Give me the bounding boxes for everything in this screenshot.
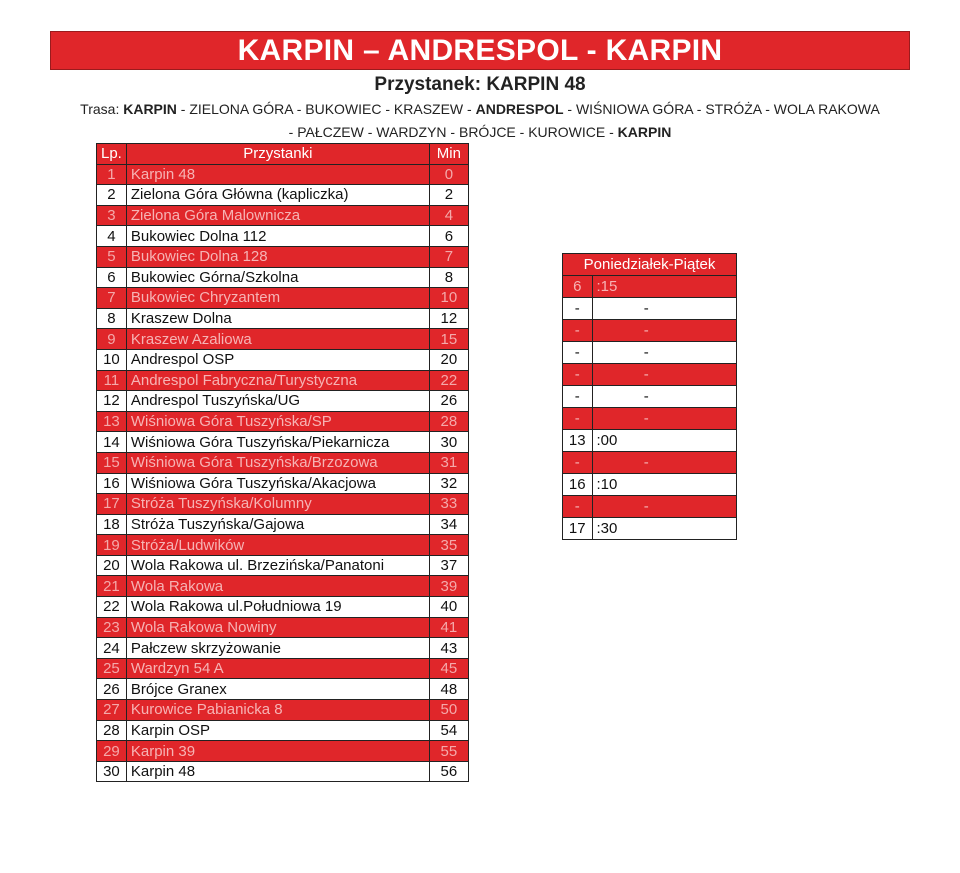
stop-number: 10: [97, 349, 127, 370]
departure-hour: -: [563, 408, 593, 430]
table-row: [97, 473, 469, 494]
route-description: [80, 98, 880, 144]
route-label: Trasa:: [80, 101, 120, 117]
departure-minute: -: [592, 408, 736, 430]
departure-minute: -: [592, 364, 736, 386]
stop-number: 16: [97, 473, 127, 494]
stop-number: 15: [97, 452, 127, 473]
stop-name-cell: Kurowice Pabianicka 8: [126, 700, 429, 721]
table-row: [97, 638, 469, 659]
stop-minutes: 12: [429, 308, 468, 329]
stop-minutes: 45: [429, 658, 468, 679]
table-row: [97, 679, 469, 700]
stop-name-cell: Karpin 48: [126, 164, 429, 185]
departure-hour: -: [563, 364, 593, 386]
stop-name-cell: Bukowiec Dolna 112: [126, 226, 429, 247]
table-row: [97, 514, 469, 535]
stop-minutes: 37: [429, 555, 468, 576]
departure-hour: -: [563, 496, 593, 518]
table-row: [97, 349, 469, 370]
stop-name-cell: Wiśniowa Góra Tuszyńska/Piekarnicza: [126, 432, 429, 453]
schedule-header-row: [563, 254, 737, 276]
departure-minute: :10: [592, 474, 736, 496]
departure-hour: 17: [563, 518, 593, 540]
stop-name-cell: Andrespol Tuszyńska/UG: [126, 391, 429, 412]
table-row: [97, 658, 469, 679]
departure-hour: -: [563, 342, 593, 364]
stop-minutes: 6: [429, 226, 468, 247]
schedule-header: Poniedziałek-Piątek: [563, 254, 737, 276]
table-row: [97, 555, 469, 576]
route-segment: KARPIN: [123, 101, 177, 117]
stop-number: 25: [97, 658, 127, 679]
schedule-row: [563, 430, 737, 452]
departure-minute: -: [592, 496, 736, 518]
stop-name-cell: Wiśniowa Góra Tuszyńska/Akacjowa: [126, 473, 429, 494]
schedule-table: [562, 253, 737, 540]
stop-name-cell: Wola Rakowa Nowiny: [126, 617, 429, 638]
stop-name-cell: Stróża Tuszyńska/Kolumny: [126, 494, 429, 515]
stop-minutes: 56: [429, 761, 468, 782]
stop-number: 14: [97, 432, 127, 453]
schedule-row: [563, 364, 737, 386]
stop-number: 22: [97, 597, 127, 618]
stop-minutes: 34: [429, 514, 468, 535]
departure-hour: 13: [563, 430, 593, 452]
table-row: [97, 452, 469, 473]
stop-number: 5: [97, 246, 127, 267]
stop-number: 9: [97, 329, 127, 350]
stop-name-cell: Kraszew Dolna: [126, 308, 429, 329]
stop-name-cell: Karpin 39: [126, 741, 429, 762]
stop-number: 26: [97, 679, 127, 700]
stop-name-cell: Bukowiec Chryzantem: [126, 288, 429, 309]
departure-minute: :30: [592, 518, 736, 540]
stop-number: 17: [97, 494, 127, 515]
stop-minutes: 43: [429, 638, 468, 659]
departure-hour: 16: [563, 474, 593, 496]
header-stops: Przystanki: [126, 144, 429, 165]
schedule-row: [563, 452, 737, 474]
stop-minutes: 0: [429, 164, 468, 185]
departure-minute: :15: [592, 276, 736, 298]
stop-name-cell: Zielona Góra Malownicza: [126, 205, 429, 226]
route-segment: - PAŁCZEW - WARDZYN - BRÓJCE - KUROWICE -: [288, 124, 618, 140]
stop-minutes: 8: [429, 267, 468, 288]
stop-minutes: 39: [429, 576, 468, 597]
table-row: [97, 308, 469, 329]
table-row: [97, 267, 469, 288]
stop-number: 23: [97, 617, 127, 638]
departure-minute: -: [592, 320, 736, 342]
stop-minutes: 20: [429, 349, 468, 370]
stop-number: 4: [97, 226, 127, 247]
stop-name-cell: Brójce Granex: [126, 679, 429, 700]
stop-name-cell: Stróża/Ludwików: [126, 535, 429, 556]
stop-number: 28: [97, 720, 127, 741]
stop-number: 27: [97, 700, 127, 721]
stop-minutes: 7: [429, 246, 468, 267]
stop-name-cell: Karpin OSP: [126, 720, 429, 741]
route-segment: ANDRESPOL: [475, 101, 564, 117]
stop-number: 1: [97, 164, 127, 185]
departure-hour: -: [563, 320, 593, 342]
stop-minutes: 40: [429, 597, 468, 618]
table-row: [97, 432, 469, 453]
stop-number: 18: [97, 514, 127, 535]
stop-name-cell: Bukowiec Dolna 128: [126, 246, 429, 267]
stop-number: 19: [97, 535, 127, 556]
table-row: [97, 411, 469, 432]
stop-minutes: 41: [429, 617, 468, 638]
stop-number: 13: [97, 411, 127, 432]
stop-minutes: 55: [429, 741, 468, 762]
stop-minutes: 26: [429, 391, 468, 412]
stop-number: 11: [97, 370, 127, 391]
table-row: [97, 494, 469, 515]
stop-name-cell: Kraszew Azaliowa: [126, 329, 429, 350]
departure-minute: :00: [592, 430, 736, 452]
stop-number: 29: [97, 741, 127, 762]
schedule-row: [563, 474, 737, 496]
stop-name-cell: Wola Rakowa ul.Południowa 19: [126, 597, 429, 618]
stop-name-cell: Wardzyn 54 A: [126, 658, 429, 679]
stop-number: 21: [97, 576, 127, 597]
table-row: [97, 246, 469, 267]
route-line-1: [80, 98, 880, 121]
stop-number: 6: [97, 267, 127, 288]
table-row: [97, 185, 469, 206]
schedule-row: [563, 496, 737, 518]
route-line-1-text: [123, 101, 880, 117]
table-row: [97, 205, 469, 226]
table-row: [97, 391, 469, 412]
table-row: [97, 720, 469, 741]
table-row: [97, 617, 469, 638]
stop-minutes: 33: [429, 494, 468, 515]
schedule-row: [563, 276, 737, 298]
stop-name-cell: Wola Rakowa: [126, 576, 429, 597]
stop-number: 2: [97, 185, 127, 206]
departure-hour: 6: [563, 276, 593, 298]
stop-minutes: 32: [429, 473, 468, 494]
stop-minutes: 15: [429, 329, 468, 350]
departure-hour: -: [563, 298, 593, 320]
table-row: [97, 370, 469, 391]
table-row: [97, 288, 469, 309]
schedule-row: [563, 386, 737, 408]
stop-minutes: 48: [429, 679, 468, 700]
route-line-2: [80, 121, 880, 144]
stop-name-cell: Andrespol OSP: [126, 349, 429, 370]
departure-minute: -: [592, 386, 736, 408]
table-row: [97, 761, 469, 782]
stops-table: [96, 143, 469, 782]
stop-name-cell: Karpin 48: [126, 761, 429, 782]
table-row: [97, 741, 469, 762]
table-row: [97, 576, 469, 597]
table-row: [97, 535, 469, 556]
stops-table-header: [97, 144, 469, 165]
stop-name-cell: Stróża Tuszyńska/Gajowa: [126, 514, 429, 535]
stop-number: 3: [97, 205, 127, 226]
stop-minutes: 4: [429, 205, 468, 226]
schedule-row: [563, 408, 737, 430]
stop-minutes: 35: [429, 535, 468, 556]
table-row: [97, 329, 469, 350]
stop-minutes: 30: [429, 432, 468, 453]
stop-name-cell: Zielona Góra Główna (kapliczka): [126, 185, 429, 206]
stop-minutes: 31: [429, 452, 468, 473]
departure-minute: -: [592, 298, 736, 320]
stop-number: 24: [97, 638, 127, 659]
table-row: [97, 226, 469, 247]
departure-hour: -: [563, 452, 593, 474]
route-segment: KARPIN: [617, 124, 672, 140]
table-row: [97, 164, 469, 185]
schedule-row: [563, 320, 737, 342]
stop-minutes: 50: [429, 700, 468, 721]
stop-name-cell: Wiśniowa Góra Tuszyńska/Brzozowa: [126, 452, 429, 473]
stop-number: 30: [97, 761, 127, 782]
stop-number: 7: [97, 288, 127, 309]
schedule-row: [563, 342, 737, 364]
stop-name-cell: Wiśniowa Góra Tuszyńska/SP: [126, 411, 429, 432]
page-title: KARPIN – ANDRESPOL - KARPIN: [50, 31, 910, 70]
stop-minutes: 54: [429, 720, 468, 741]
stop-minutes: 22: [429, 370, 468, 391]
stop-name-cell: Pałczew skrzyżowanie: [126, 638, 429, 659]
table-row: [97, 700, 469, 721]
stop-minutes: 2: [429, 185, 468, 206]
header-lp: Lp.: [97, 144, 127, 165]
stop-number: 12: [97, 391, 127, 412]
stop-name-cell: Andrespol Fabryczna/Turystyczna: [126, 370, 429, 391]
stop-minutes: 28: [429, 411, 468, 432]
stop-minutes: 10: [429, 288, 468, 309]
schedule-row: [563, 298, 737, 320]
stop-name-cell: Bukowiec Górna/Szkolna: [126, 267, 429, 288]
stop-name-cell: Wola Rakowa ul. Brzezińska/Panatoni: [126, 555, 429, 576]
route-segment: - ZIELONA GÓRA - BUKOWIEC - KRASZEW -: [176, 101, 476, 117]
stop-name: Przystanek: KARPIN 48: [374, 74, 586, 95]
departure-minute: -: [592, 342, 736, 364]
departure-hour: -: [563, 386, 593, 408]
departure-minute: -: [592, 452, 736, 474]
route-segment: - WIŚNIOWA GÓRA - STRÓŻA - WOLA RAKOWA: [563, 101, 880, 117]
stop-number: 8: [97, 308, 127, 329]
header-min: Min: [429, 144, 468, 165]
table-row: [97, 597, 469, 618]
schedule-row: [563, 518, 737, 540]
stop-number: 20: [97, 555, 127, 576]
